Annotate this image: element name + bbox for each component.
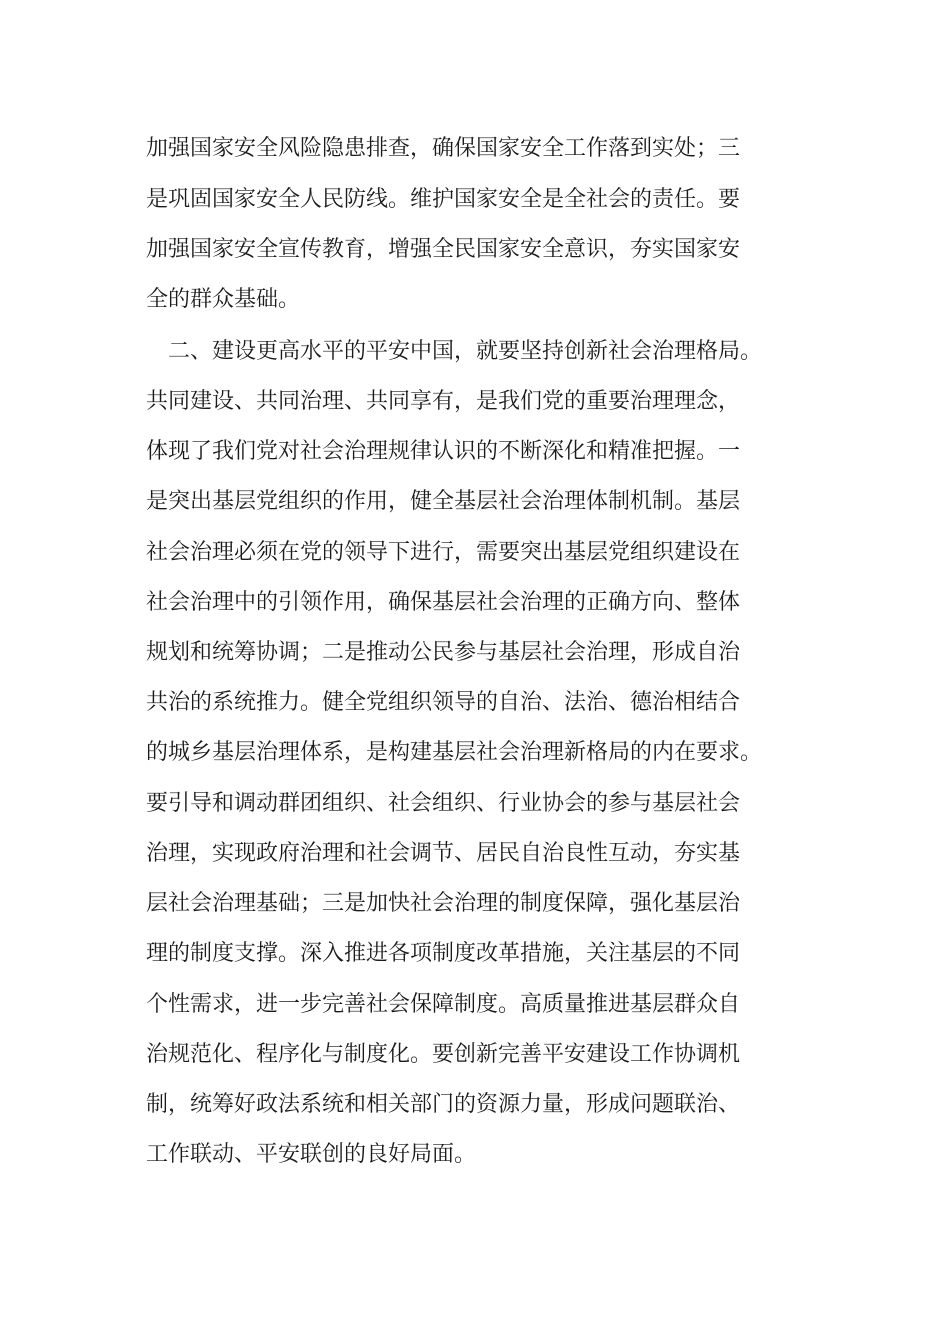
text-line: 工作联动、平安联创的良好局面。 xyxy=(146,1142,477,1167)
text-line: 是突出基层党组织的作用，健全基层社会治理体制机制。基层 xyxy=(146,489,741,514)
text-line: 规划和统筹协调；二是推动公民参与基层社会治理，形成自治 xyxy=(146,640,741,665)
text-line: 治理，实现政府治理和社会调节、居民自治良性互动，夯实基 xyxy=(146,841,741,866)
paragraph-start-line: 二、建设更高水平的平安中国，就要坚持创新社会治理格局。 xyxy=(146,339,763,364)
text-line: 个性需求，进一步完善社会保障制度。高质量推进基层群众自 xyxy=(146,992,741,1017)
text-line: 的城乡基层治理体系，是构建基层社会治理新格局的内在要求。 xyxy=(146,740,763,765)
text-line: 层社会治理基础；三是加快社会治理的制度保障，强化基层治 xyxy=(146,891,741,916)
text-line: 治规范化、程序化与制度化。要创新完善平安建设工作协调机 xyxy=(146,1042,741,1067)
text-line: 加强国家安全风险隐患排查，确保国家安全工作落到实处；三 xyxy=(146,136,741,161)
text-line: 是巩固国家安全人民防线。维护国家安全是全社会的责任。要 xyxy=(146,187,741,212)
text-line: 理的制度支撑。深入推进各项制度改革措施，关注基层的不同 xyxy=(146,941,741,966)
text-line: 体现了我们党对社会治理规律认识的不断深化和精准把握。一 xyxy=(146,439,741,464)
text-line: 共同建设、共同治理、共同享有，是我们党的重要治理理念， xyxy=(146,389,741,414)
text-line: 社会治理必须在党的领导下进行，需要突出基层党组织建设在 xyxy=(146,540,741,565)
text-line: 共治的系统推力。健全党组织领导的自治、法治、德治相结合 xyxy=(146,690,741,715)
text-line: 社会治理中的引领作用，确保基层社会治理的正确方向、整体 xyxy=(146,590,741,615)
text-line: 要引导和调动群团组织、社会组织、行业协会的参与基层社会 xyxy=(146,791,741,816)
text-line: 加强国家安全宣传教育，增强全民国家安全意识，夯实国家安 xyxy=(146,237,741,262)
text-line: 全的群众基础。 xyxy=(146,287,301,312)
text-line: 制，统筹好政法系统和相关部门的资源力量，形成问题联治、 xyxy=(146,1092,741,1117)
